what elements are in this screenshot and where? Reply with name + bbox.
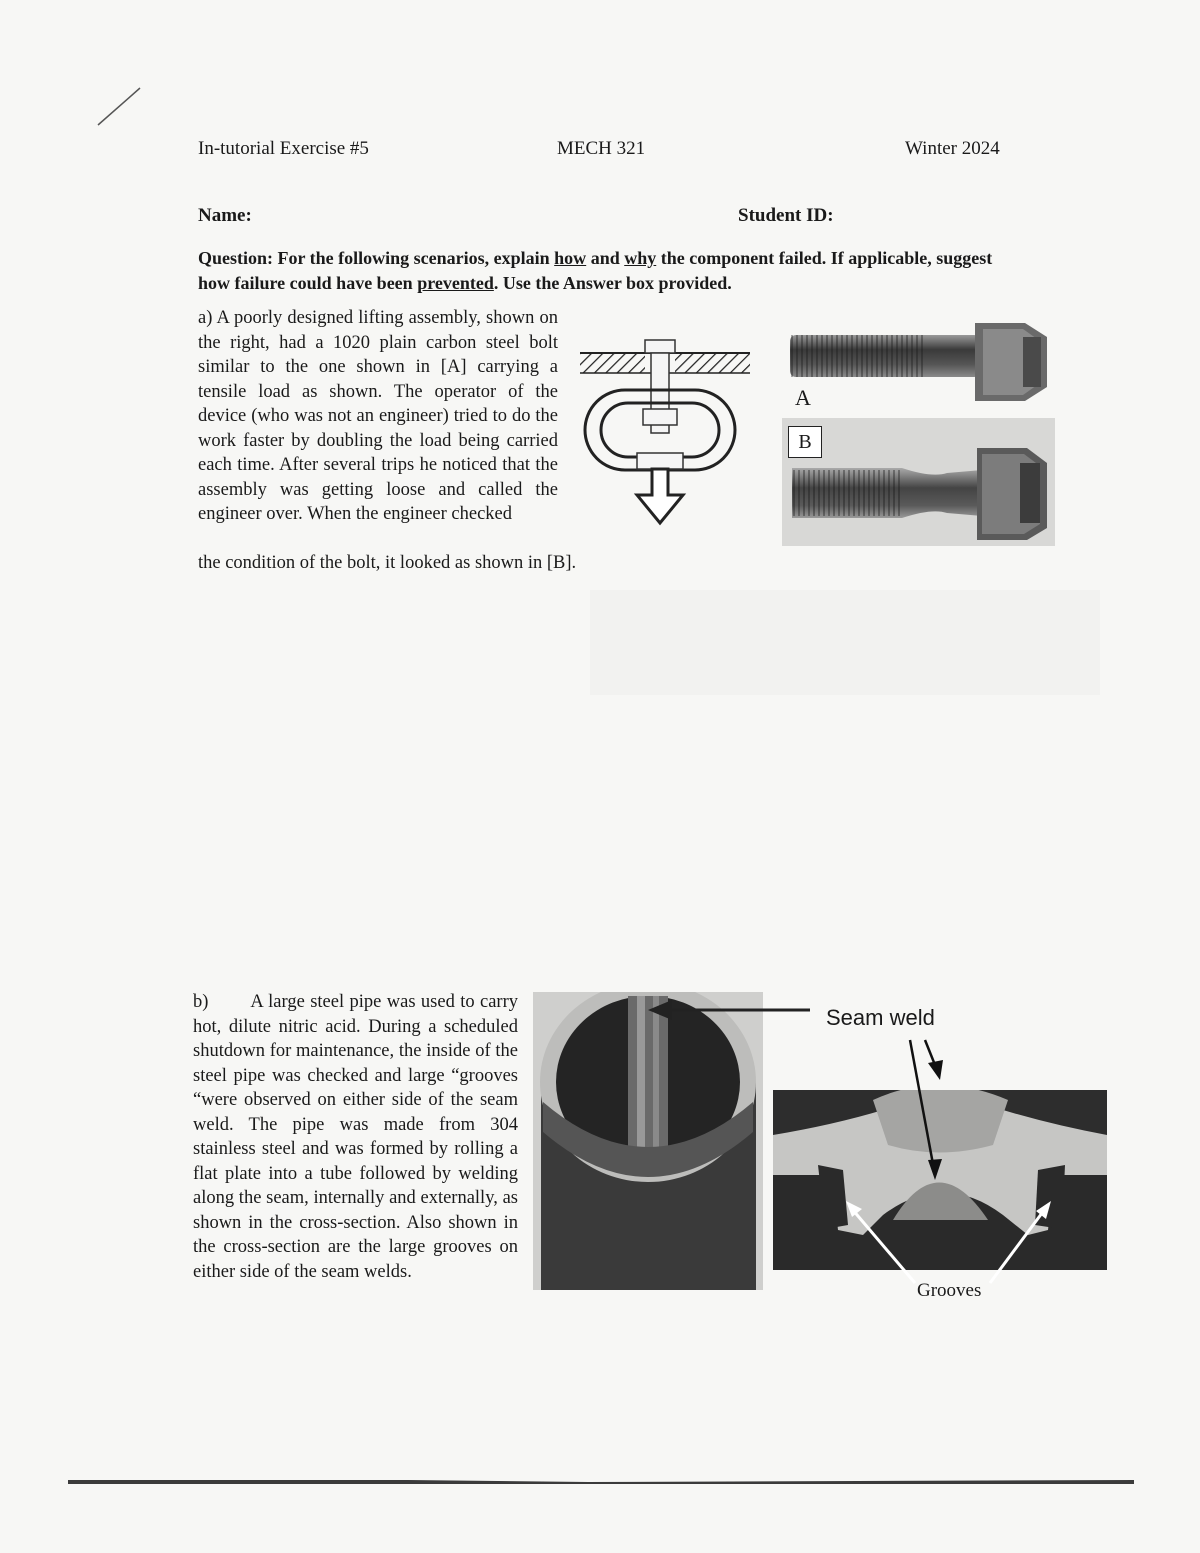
groove-arrows <box>840 1195 1060 1290</box>
student-id-label: Student ID: <box>738 205 834 226</box>
label-a: A <box>795 385 811 410</box>
label-b: B <box>788 426 822 458</box>
question-text: Question: For the following scenarios, explain how and why the component failed. If applicable, suggest how failure could have been prevented. Use the Answer box provided. <box>198 248 993 293</box>
pencil-mark <box>95 85 145 130</box>
keyword-prevented: prevented <box>417 273 494 293</box>
part-b-text: b) A large steel pipe was used to carry hot, dilute nitric acid. During a scheduled shutdown for maintenance, the inside of the steel pipe was checked and large “grooves “were observed on either side of the seam weld. The pipe was made from 304 stainless steel and was formed by rolling a flat plate into a tube followed by welding along the seam, internally and externally, as shown in the cross-section. Also shown in the cross-section are the large grooves on either side of the seam welds. <box>193 992 518 1282</box>
exercise-title: In-tutorial Exercise #5 <box>198 138 369 159</box>
part-a-text: a) A poorly designed lifting assembly, shown on the right, had a 1020 plain carbon steel bolt similar to the one shown in [A] carrying a tensile load as shown. The operator of the device (who was not an engineer) tried to do the work faster by doubling the load being carried each time. After several trips he noticed that the assembly was getting loose and called the engineer over. When the engineer checked <box>198 308 558 524</box>
course-code: MECH 321 <box>557 138 646 159</box>
part-a-last-line: the condition of the bolt, it looked as shown in [B]. <box>198 553 577 573</box>
lifting-assembly-diagram <box>575 335 755 530</box>
page-edge-line <box>68 1478 1134 1484</box>
bolt-photo-b <box>782 418 1055 546</box>
term: Winter 2024 <box>905 138 1000 159</box>
grooves-label: Grooves <box>917 1280 982 1301</box>
seam-weld-arrows <box>895 1035 955 1185</box>
seam-weld-label: Seam weld <box>826 1005 935 1030</box>
part-b-label: b) <box>193 992 209 1012</box>
keyword-how: how <box>554 248 587 268</box>
pipe-photo <box>533 992 763 1290</box>
bleed-through-shadow <box>590 590 1100 695</box>
keyword-why: why <box>624 248 657 268</box>
bolt-photo-a <box>785 315 1060 405</box>
name-label: Name: <box>198 205 252 226</box>
seam-weld-pointer-arrow <box>640 995 820 1025</box>
